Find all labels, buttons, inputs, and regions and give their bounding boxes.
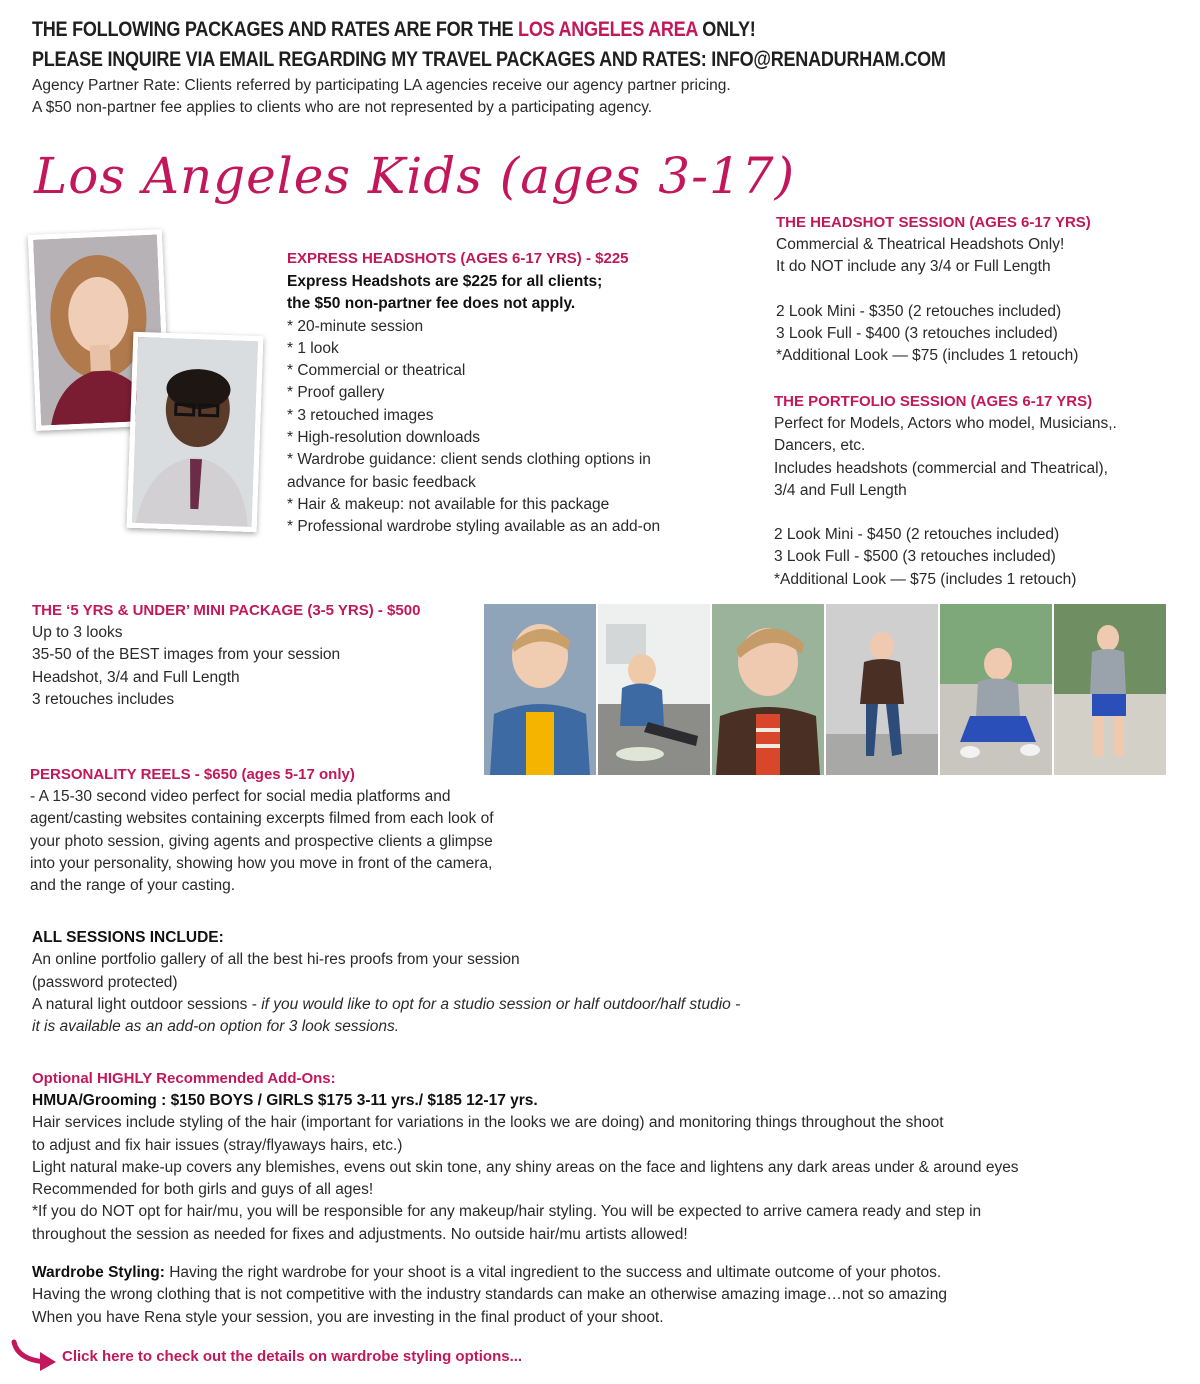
header-line-1-suffix: ONLY! <box>697 18 756 41</box>
kid-photo-6 <box>1054 604 1166 775</box>
header-line-1-prefix: THE FOLLOWING PACKAGES AND RATES ARE FOR THE <box>32 18 519 41</box>
mini-line: Headshot, 3/4 and Full Length <box>32 668 240 686</box>
mini-line: 35-50 of the BEST images from your session <box>32 646 341 664</box>
reels-line: agent/casting websites containing excerpts filmed from each look of <box>30 810 494 828</box>
express-item: * High-resolution downloads <box>287 429 481 447</box>
sessions-line-1: An online portfolio gallery of all the best hi-res proofs from your session <box>32 951 520 969</box>
kid-photo-4 <box>826 604 938 775</box>
addons-title: Optional HIGHLY Recommended Add-Ons: <box>32 1070 336 1087</box>
express-item: * Hair & makeup: not available for this package <box>287 495 610 513</box>
headshot-line: It do NOT include any 3/4 or Full Length <box>776 258 1051 276</box>
agency-note <box>32 75 731 120</box>
kid-photo-5 <box>940 604 1052 775</box>
portfolio-section <box>774 391 1117 591</box>
portfolio-line: 3/4 and Full Length <box>774 481 907 499</box>
express-item: * 1 look <box>287 339 339 357</box>
express-title: EXPRESS HEADSHOTS (AGES 6-17 YRS) - $225 <box>287 250 629 267</box>
express-item: * Wardrobe guidance: client sends clothing options in <box>287 451 651 469</box>
sessions-line-2: (password protected) <box>32 973 178 991</box>
curved-arrow-icon <box>10 1338 62 1372</box>
sessions-line-3 <box>32 994 740 1016</box>
sessions-section <box>32 927 740 1038</box>
express-item: * Proof gallery <box>287 384 385 402</box>
headshot-line: *Additional Look — $75 (includes 1 retouch) <box>776 347 1079 365</box>
addons-line: to adjust and fix hair issues (stray/flyaways hairs, etc.) <box>32 1136 403 1154</box>
headshot-title: THE HEADSHOT SESSION (AGES 6-17 YRS) <box>776 214 1091 231</box>
header-line-2: PLEASE INQUIRE VIA EMAIL REGARDING MY TRAVEL PACKAGES AND RATES: INFO@RENADURHAM.COM <box>32 48 946 71</box>
express-section <box>287 248 660 539</box>
portfolio-line: 2 Look Mini - $450 (2 retouches included) <box>774 526 1060 544</box>
reels-line: and the range of your casting. <box>30 877 236 895</box>
hmua-price: HMUA/Grooming : $150 BOYS / GIRLS $175 3-11 yrs./ $185 12-17 yrs. <box>32 1092 538 1109</box>
addons-section <box>32 1068 1019 1246</box>
express-item: * 3 retouched images <box>287 406 434 424</box>
portfolio-title: THE PORTFOLIO SESSION (AGES 6-17 YRS) <box>774 393 1093 410</box>
mini-line: 3 retouches includes <box>32 690 175 708</box>
kid-photo-1 <box>484 604 596 775</box>
sessions-line-4: it is available as an add-on option for 3 look sessions. <box>32 1018 400 1036</box>
wardrobe-cta-link[interactable] <box>8 1338 608 1374</box>
addons-line: Light natural make-up covers any blemishes, evens out skin tone, any shiny areas on the face and lightens any dark areas under & around eyes <box>32 1158 1019 1176</box>
kid-photo-3 <box>712 604 824 775</box>
wardrobe-section <box>32 1262 947 1329</box>
portfolio-line: 3 Look Full - $500 (3 retouches included) <box>774 548 1056 566</box>
wardrobe-line-2: Having the wrong clothing that is not competitive with the industry standards can make an otherwise amazing image…not so amazing <box>32 1286 947 1304</box>
mini-line: Up to 3 looks <box>32 624 123 641</box>
express-bold-1: Express Headshots are $225 for all clients; <box>287 273 603 290</box>
wardrobe-label: Wardrobe Styling: <box>32 1264 165 1281</box>
headshot-line: Commercial & Theatrical Headshots Only! <box>776 236 1065 253</box>
express-item: * Professional wardrobe styling available as an add-on <box>287 518 661 536</box>
agency-note-line-2: A $50 non-partner fee applies to clients who are not represented by a participating agency. <box>32 99 653 117</box>
portfolio-line: Dancers, etc. <box>774 437 866 455</box>
wardrobe-cta-text[interactable]: Click here to check out the details on wardrobe styling options... <box>62 1348 523 1365</box>
express-bold-2: the $50 non-partner fee does not apply. <box>287 295 576 313</box>
reels-title: PERSONALITY REELS - $650 (ages 5-17 only) <box>30 766 355 783</box>
addons-line: *If you do NOT opt for hair/mu, you will be responsible for any makeup/hair styling. You will be expected to arrive camera ready and step in <box>32 1203 982 1221</box>
portfolio-line: Includes headshots (commercial and Theatrical), <box>774 459 1108 477</box>
headshot-section <box>776 212 1091 367</box>
express-item: * Commercial or theatrical <box>287 362 466 380</box>
wardrobe-line-1-text: Having the right wardrobe for your shoot is a vital ingredient to the success and ultimate outcome of your photos. <box>164 1264 942 1281</box>
sessions-line-3-plain: A natural light outdoor sessions - <box>32 995 262 1013</box>
reels-line: your photo session, giving agents and prospective clients a glimpse <box>30 832 493 850</box>
headshot-line: 3 Look Full - $400 (3 retouches included) <box>776 324 1058 342</box>
kid-photo-2 <box>598 604 710 775</box>
portfolio-line: Perfect for Models, Actors who model, Musicians,. <box>774 415 1117 432</box>
express-item: advance for basic feedback <box>287 473 476 491</box>
headshot-line: 2 Look Mini - $350 (2 retouches included) <box>776 302 1062 320</box>
mini-title: THE ‘5 YRS & UNDER’ MINI PACKAGE (3-5 YRS) - $500 <box>32 602 421 619</box>
reels-line: - A 15-30 second video perfect for social media platforms and <box>30 788 451 805</box>
header-line-1-highlight: LOS ANGELES AREA <box>518 18 698 41</box>
portfolio-line: *Additional Look — $75 (includes 1 retouch) <box>774 570 1077 588</box>
header-line-1 <box>32 16 756 44</box>
reels-line: into your personality, showing how you move in front of the camera, <box>30 854 493 872</box>
addons-line: Hair services include styling of the hair (important for variations in the looks we are doing) and monitoring things throughout the shoot <box>32 1114 944 1132</box>
mini-section <box>32 600 420 711</box>
wardrobe-line-3: When you have Rena style your session, you are investing in the final product of your shoot. <box>32 1308 664 1326</box>
sessions-line-3-italic: if you would like to opt for a studio session or half outdoor/half studio - <box>261 995 741 1013</box>
addons-line: Recommended for both girls and guys of all ages! <box>32 1181 374 1199</box>
addons-line: throughout the session as needed for fixes and adjustments. No outside hair/mu artists allowed! <box>32 1225 688 1243</box>
sessions-title: ALL SESSIONS INCLUDE: <box>32 929 224 946</box>
boy-headshot-photo <box>127 332 264 532</box>
agency-note-line-1: Agency Partner Rate: Clients referred by participating LA agencies receive our agency partner pricing. <box>32 77 731 94</box>
wardrobe-line-1 <box>32 1262 947 1284</box>
express-item: * 20-minute session <box>287 317 424 335</box>
page-title: Los Angeles Kids (ages 3-17) <box>34 147 796 205</box>
reels-section <box>30 764 494 897</box>
